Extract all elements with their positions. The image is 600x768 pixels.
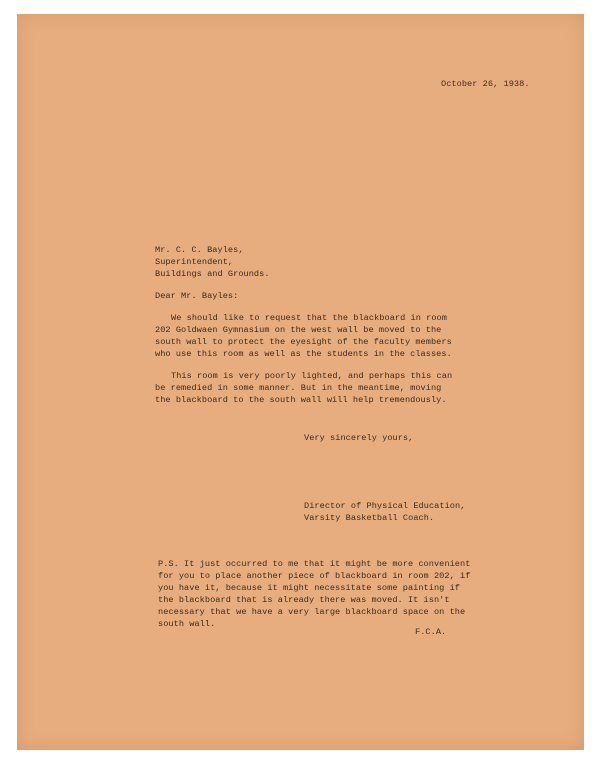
postscript-line: south wall. (158, 619, 216, 629)
recipient-department: Buildings and Grounds. (155, 269, 270, 279)
paragraph-1-line: who use this room as well as the students in the classes. (155, 349, 452, 359)
postscript-line: you have it, because it might necessitate some painting if (158, 583, 461, 593)
paragraph-2-line: be remedied in some manner. But in the meantime, moving (155, 383, 442, 393)
paragraph-2-line: the blackboard to the south wall will help tremendously. (155, 395, 447, 405)
paragraph-1-line: 202 Goldwaen Gymnasium on the west wall be moved to the (155, 325, 442, 335)
paragraph-2-line: This room is very poorly lighted, and perhaps this can (171, 371, 453, 381)
recipient-name: Mr. C. C. Bayles, (155, 245, 244, 255)
postscript-line: the blackboard that is already there was moved. It isn't (158, 595, 450, 605)
postscript-line: for you to place another piece of blackboard in room 202, if (158, 571, 471, 581)
letter-date: October 26, 1938. (441, 79, 530, 89)
letter-page (17, 14, 584, 750)
paragraph-1-line: We should like to request that the blackboard in room (171, 313, 447, 323)
postscript-line: necessary that we have a very large blackboard space on the (158, 607, 466, 617)
signature-title: Varsity Basketball Coach. (304, 513, 435, 523)
recipient-title: Superintendent, (155, 257, 234, 267)
paragraph-1-line: south wall to protect the eyesight of the faculty members (155, 337, 452, 347)
initials: F.C.A. (415, 627, 447, 637)
signature-title: Director of Physical Education, (304, 501, 466, 511)
salutation: Dear Mr. Bayles: (155, 291, 239, 301)
postscript-line: P.S. It just occurred to me that it might be more convenient (158, 559, 471, 569)
closing: Very sincerely yours, (304, 433, 414, 443)
